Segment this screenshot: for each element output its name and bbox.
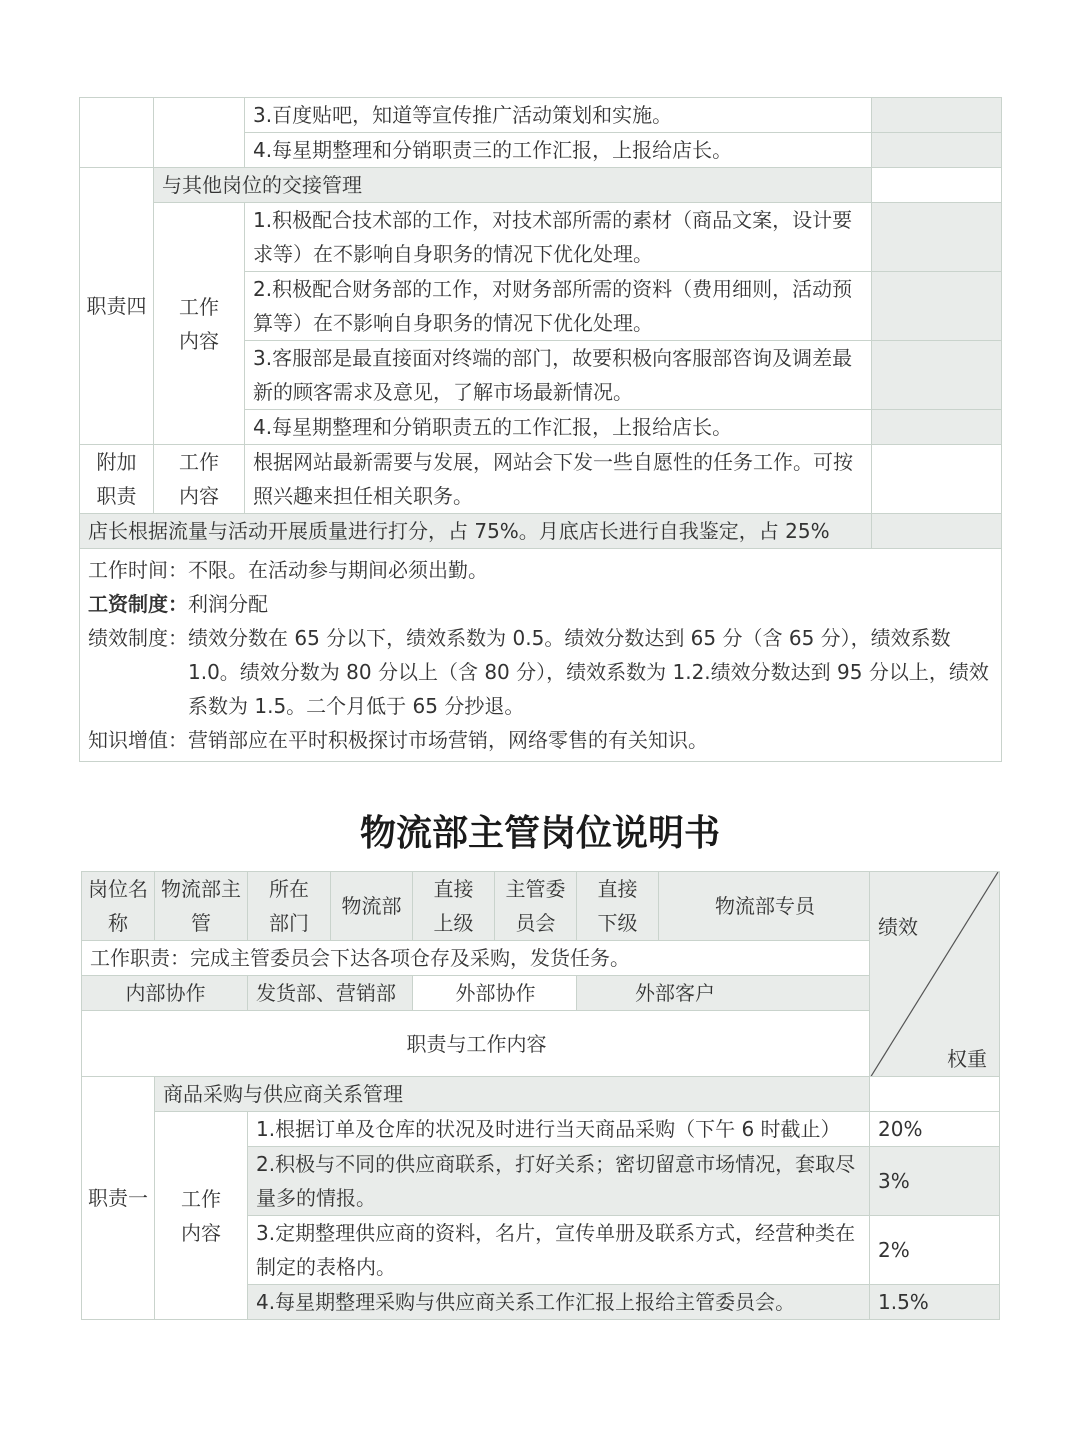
- logistics-supervisor-table: [81, 871, 1000, 1320]
- duty-1-content-label: 工作内容: [155, 1112, 248, 1320]
- weight-cell: [872, 445, 1002, 514]
- knowledge-line: [88, 723, 993, 757]
- subordinate-value: 物流部专员: [659, 872, 870, 941]
- duty-item: 4.每星期整理和分销职责三的工作汇报，上报给店长。: [245, 133, 872, 168]
- weight-label: 权重: [947, 1047, 987, 1071]
- performance-line: [88, 621, 993, 723]
- post-name-label: 岗位名称: [82, 872, 155, 941]
- duty-4-item-4: 4.每星期整理和分销职责五的工作汇报，上报给店长。: [245, 410, 872, 445]
- internal-cooperation-label: 内部协作: [82, 976, 248, 1011]
- subordinate-label: 直接下级: [577, 872, 659, 941]
- external-cooperation-value: 外部客户: [577, 976, 870, 1011]
- duty-1-weight-2: 3%: [870, 1147, 1000, 1216]
- knowledge-value: 营销部应在平时积极探讨市场营销，网络零售的有关知识。: [188, 728, 708, 752]
- duty-1-item-2: 2.积极与不同的供应商联系，打好关系；密切留意市场情况，套取尽量多的情报。: [248, 1147, 870, 1216]
- duty-4-item-1: 1.积极配合技术部的工作，对技术部所需的素材（商品文案，设计要求等）在不影响自身职务的情况下优化处理。: [245, 203, 872, 272]
- duty-4-label: 职责四: [80, 168, 154, 445]
- performance-label: 绩效制度：: [88, 626, 188, 650]
- extra-content-label: 工作内容: [154, 445, 245, 514]
- duties-table-continued: [79, 97, 1002, 762]
- extra-duty-text: 根据网站最新需要与发展，网站会下发一些自愿性的任务工作。可按照兴趣来担任相关职务。: [245, 445, 872, 514]
- salary-label: 工资制度：: [88, 592, 188, 616]
- duty-4-heading: 与其他岗位的交接管理: [154, 168, 872, 203]
- section-heading: 职责与工作内容: [82, 1011, 870, 1077]
- weight-cell: [870, 1077, 1000, 1112]
- weight-cell: [872, 410, 1002, 445]
- weight-cell: [872, 98, 1002, 133]
- duty-1-item-4: 4.每星期整理采购与供应商关系工作汇报上报给主管委员会。: [248, 1285, 870, 1320]
- content-label-cell: [154, 98, 245, 168]
- duty-1-item-1: 1.根据订单及仓库的状况及时进行当天商品采购（下午 6 时截止）: [248, 1112, 870, 1147]
- job-info-block: [80, 549, 1002, 762]
- superior-label: 直接上级: [413, 872, 495, 941]
- weight-cell: [872, 133, 1002, 168]
- knowledge-label: 知识增值：: [88, 728, 188, 752]
- dept-value: 物流部: [331, 872, 413, 941]
- weight-cell: [872, 168, 1002, 203]
- duty-1-weight-1: 20%: [870, 1112, 1000, 1147]
- weight-cell: [872, 341, 1002, 410]
- duty-statement: 工作职责：完成主管委员会下达各项仓存及采购，发货任务。: [82, 941, 870, 976]
- external-cooperation-label: 外部协作: [413, 976, 577, 1011]
- weight-cell: [872, 203, 1002, 272]
- scoring-note: 店长根据流量与活动开展质量进行打分，占 75%。月底店长进行自我鉴定，占 25%: [80, 514, 872, 549]
- duty-label-cell: [80, 98, 154, 168]
- internal-cooperation-value: 发货部、营销部: [248, 976, 413, 1011]
- work-time-label: 工作时间：: [88, 558, 188, 582]
- performance-label: 绩效: [878, 915, 918, 939]
- salary-line: [88, 587, 993, 621]
- duty-1-weight-4: 1.5%: [870, 1285, 1000, 1320]
- performance-weight-header: [870, 872, 1000, 1077]
- duty-4-item-3: 3.客服部是最直接面对终端的部门，故要积极向客服部咨询及调差最新的顾客需求及意见，了解市场最新情况。: [245, 341, 872, 410]
- extra-duty-label: 附加职责: [80, 445, 154, 514]
- duty-4-item-2: 2.积极配合财务部的工作，对财务部所需的资料（费用细则，活动预算等）在不影响自身职务的情况下优化处理。: [245, 272, 872, 341]
- duty-1-heading: 商品采购与供应商关系管理: [155, 1077, 870, 1112]
- duty-1-item-3: 3.定期整理供应商的资料，名片，宣传单册及联系方式，经营种类在制定的表格内。: [248, 1216, 870, 1285]
- duty-4-content-label: 工作内容: [154, 203, 245, 445]
- weight-cell: [872, 514, 1002, 549]
- page-title: 物流部主管岗位说明书: [359, 812, 720, 854]
- salary-value: 利润分配: [188, 592, 268, 616]
- work-time-value: 不限。在活动参与期间必须出勤。: [188, 558, 488, 582]
- duty-1-label: 职责一: [82, 1077, 155, 1320]
- duty-item: 3.百度贴吧，知道等宣传推广活动策划和实施。: [245, 98, 872, 133]
- work-time-line: [88, 553, 993, 587]
- superior-value: 主管委员会: [495, 872, 577, 941]
- weight-cell: [872, 272, 1002, 341]
- post-name-value: 物流部主管: [155, 872, 248, 941]
- performance-value: 绩效分数在 65 分以下，绩效系数为 0.5。绩效分数达到 65 分（含 65 分），绩效系数 1.0。绩效分数为 80 分以上（含 80 分），绩效系数为 1.2.绩效分数达到 95 分以上，绩效系数为 1.5。二个月低于 65 分抄退。: [188, 626, 989, 718]
- duty-1-weight-3: 2%: [870, 1216, 1000, 1285]
- dept-label: 所在部门: [248, 872, 331, 941]
